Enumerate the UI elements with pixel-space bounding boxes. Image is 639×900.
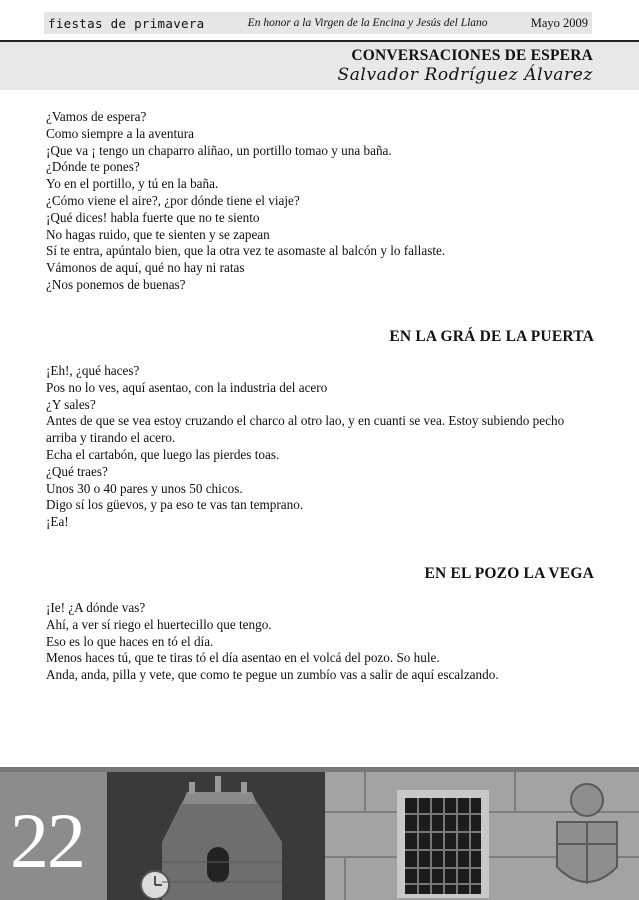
dialogue-line: ¡Ie! ¿A dónde vas? <box>46 600 146 615</box>
dialogue-line: Eso es lo que haces en tó el día. <box>46 633 214 649</box>
article-title: CONVERSACIONES DE ESPERA <box>351 47 593 64</box>
dialogue-line: ¡Eh!, ¿qué haces? <box>46 363 140 378</box>
dialogue-lines <box>46 600 594 684</box>
dialogue-lines <box>46 363 594 531</box>
stone-wall-photo <box>325 772 639 900</box>
bell-tower-photo <box>107 772 325 900</box>
dialogue-line: ¿Dónde te pones? <box>46 159 140 175</box>
dialogue-line: arriba y tirando el acero. <box>46 430 176 446</box>
dialogue-line: ¡Qué dices! habla fuerte que no te siento <box>46 209 260 225</box>
section-heading: EN LA GRÁ DE LA PUERTA <box>389 328 594 345</box>
dialogue-line: Pos no lo ves, aquí asentao, con la industria del acero <box>46 379 328 395</box>
dialogue-line: Vámonos de aquí, qué no hay ni ratas <box>46 260 245 276</box>
dialogue-line: ¿Cómo viene el aire?, ¿por dónde tiene el viaje? <box>46 192 300 208</box>
barred-window-icon <box>325 772 639 900</box>
dialogue-line: ¿Y sales? <box>46 396 96 412</box>
dialogue-line: ¿Vamos de espera? <box>46 109 147 124</box>
publication-name: fiestas de primavera <box>48 15 205 31</box>
dialogue-line: ¡Ea! <box>46 514 69 530</box>
dialogue-line: Anda, anda, pilla y vete, que como te pegue un zumbío vas a salir de aquí escalzando. <box>46 667 499 683</box>
section-pozo-la-vega-body <box>46 600 594 684</box>
page-number-box <box>0 772 107 900</box>
dialogue-line: ¿Nos ponemos de buenas? <box>46 276 186 292</box>
dialogue-line: Ahí, a ver sí riego el huertecillo que tengo. <box>46 616 272 632</box>
dedication-line: En honor a la Virgen de la Encina y Jesús del Llano <box>247 17 488 29</box>
dialogue-lines <box>46 109 594 294</box>
title-band <box>0 42 639 90</box>
dialogue-line: Antes de que se vea estoy cruzando el charco al otro lao, y en cuanti se vea. Estoy subiendo pecho <box>46 413 565 429</box>
section-gra-de-la-puerta-body <box>46 363 594 531</box>
dialogue-line: Unos 30 o 40 pares y unos 50 chicos. <box>46 480 243 496</box>
section-espera <box>46 109 594 294</box>
dialogue-line: Sí te entra, apúntalo bien, que la otra vez te asomaste al balcón y lo fallaste. <box>46 243 446 259</box>
dialogue-line: No hagas ruido, que te sienten y se zapean <box>46 226 270 242</box>
dialogue-line: Yo en el portillo, y tú en la baña. <box>46 176 219 192</box>
section-pozo-la-vega <box>46 565 594 583</box>
dialogue-line: Echa el cartabón, que luego las pierdes toas. <box>46 446 280 462</box>
section-gra-de-la-puerta <box>46 328 594 346</box>
running-header <box>44 12 592 34</box>
dialogue-line: Como siempre a la aventura <box>46 125 194 141</box>
bell-tower-icon <box>107 772 325 900</box>
dialogue-line: ¿Qué traes? <box>46 463 108 479</box>
section-heading: EN EL POZO LA VEGA <box>424 565 594 582</box>
dialogue-line: Menos haces tú, que te tiras tó el día asentao en el volcá del pozo. So hule. <box>46 650 440 666</box>
issue-date: Mayo 2009 <box>530 15 588 30</box>
dialogue-line: ¡Que va ¡ tengo un chaparro aliñao, un portillo tomao y una baña. <box>46 142 392 158</box>
dialogue-line: Digo sí los güevos, y pa eso te vas tan temprano. <box>46 497 304 513</box>
article-author: Salvador Rodríguez Álvarez <box>337 65 593 85</box>
page-footer <box>0 767 639 900</box>
page-number: 22 <box>10 797 84 884</box>
